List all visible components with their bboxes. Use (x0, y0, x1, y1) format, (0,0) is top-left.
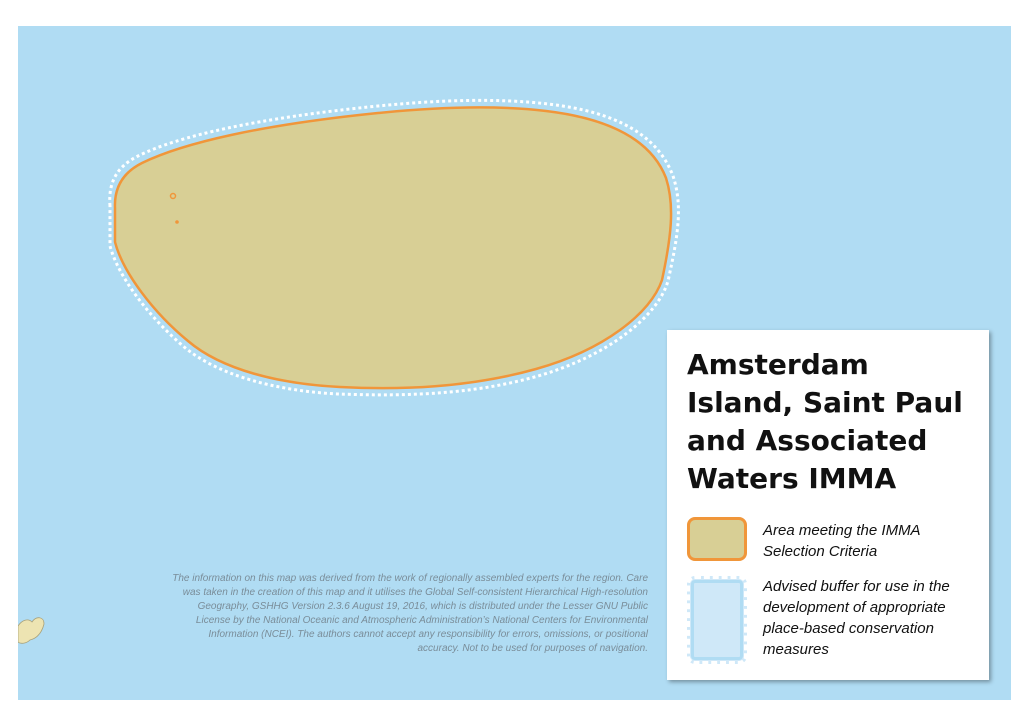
imma-area-label: Area meeting the IMMA Selection Criteria (763, 522, 921, 560)
islet-marker (175, 220, 179, 224)
imma-area (115, 107, 671, 388)
map-disclaimer: The information on this map was derived from the work of regionally assembled experts for the region. Care was taken in the creation of this map and it utilises the Global Self-consistent Hierarchical High-resolution Geography, GSHHG Version 2.3.6 August 19, 2016, which is distributed under the Lesser GNU Public License by the National Oceanic and Atmospheric Administration’s National Centers for Environmental Information (NCEI). The authors cannot accept any responsibility for errors, omissions, or positional accuracy. Not to be used for purposes of navigation. (172, 573, 648, 654)
legend-panel (667, 330, 989, 680)
buffer-label: Advised buffer for use in the development of appropriate place-based conservation measures (763, 578, 950, 658)
buffer-swatch (687, 576, 747, 664)
map-frame[interactable] (18, 26, 1011, 700)
imma-area-swatch (687, 517, 747, 561)
map-title: Amsterdam Island, Saint Paul and Associated Waters IMMA (687, 348, 963, 495)
land-fragment (18, 618, 44, 644)
